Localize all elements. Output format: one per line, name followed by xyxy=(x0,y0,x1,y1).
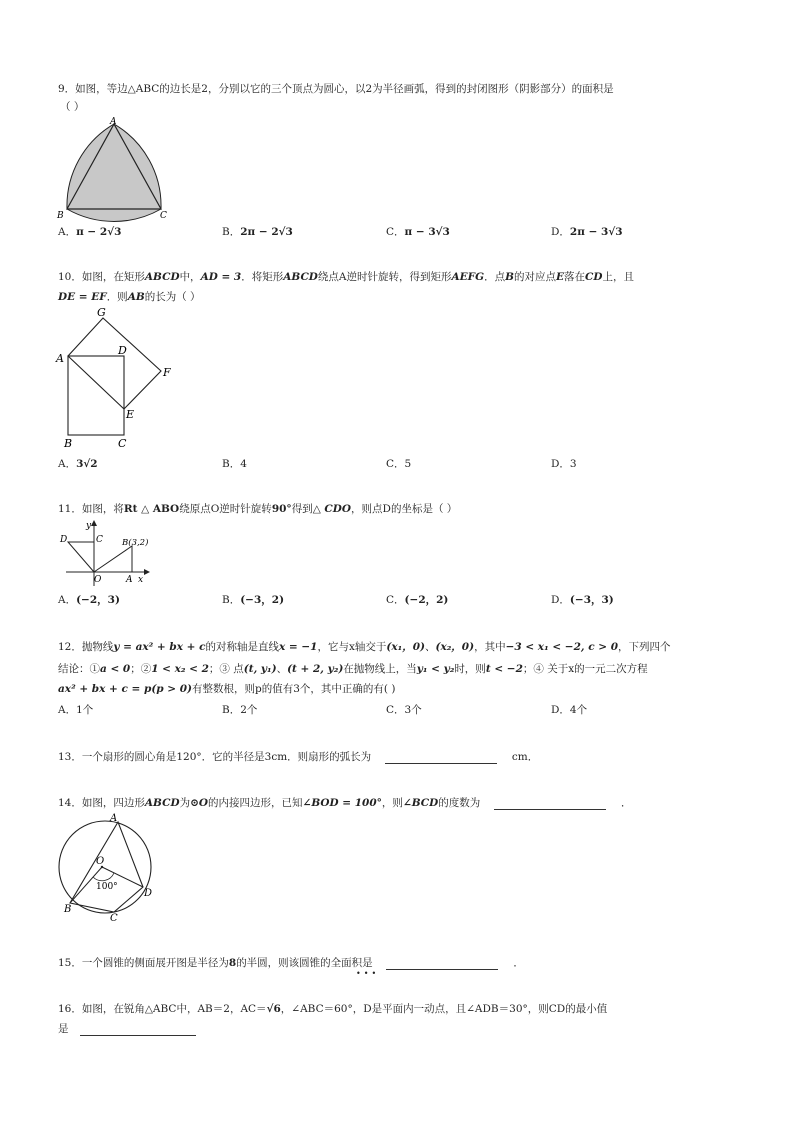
q12-option-c xyxy=(386,702,422,717)
q10-math: AB xyxy=(127,291,145,303)
q12-math: x = −1 xyxy=(278,641,318,653)
q10-math: B xyxy=(505,271,514,283)
q11-figure xyxy=(56,516,156,588)
q12-text: 的对称轴是直线 xyxy=(205,641,279,653)
q14-label-c: C xyxy=(110,913,118,922)
q12-text: 、 xyxy=(276,663,288,675)
q11-option-d xyxy=(551,592,614,607)
q14-math: ⊙O xyxy=(190,797,209,809)
q10-text: ．点 xyxy=(484,271,506,283)
q16-text: 16．如图，在锐角△ABC中，AB＝2，AC＝ xyxy=(58,1003,267,1015)
q11-triangle-cdo xyxy=(68,542,94,572)
q14-answer-blank[interactable] xyxy=(494,797,606,810)
q12-math: (t + 2, y₂) xyxy=(287,663,344,675)
q12-option-b xyxy=(222,702,257,717)
q11-option-a-value: (−2，3) xyxy=(76,594,120,606)
q9-reuleaux-shape xyxy=(67,124,161,221)
q14-quadrilateral-abcd xyxy=(70,822,143,912)
q10-label-g: G xyxy=(97,306,106,319)
q12-text: ；③ 点 xyxy=(208,663,244,675)
q10-rectangle-abcd xyxy=(68,356,124,435)
q13-stem xyxy=(58,750,538,764)
q14-text: 为 xyxy=(179,797,191,809)
q12-option-b-value: 2个 xyxy=(240,704,258,716)
q9-label-a: A xyxy=(110,117,117,127)
q11-label-x: x xyxy=(138,575,144,585)
q12-stem-line2 xyxy=(58,662,648,676)
q11-option-a xyxy=(58,592,120,607)
q14-text: ． xyxy=(620,797,632,809)
q10-option-c-value: 5 xyxy=(404,458,412,470)
q14-text: 14．如图，四边形 xyxy=(58,797,145,809)
q10-figure xyxy=(52,304,182,452)
q12-math: −3 < x₁ < −2, c > 0 xyxy=(505,641,618,653)
q14-math: ∠BOD = 100° xyxy=(302,797,382,809)
q10-option-d xyxy=(551,456,577,471)
q10-option-d-letter: D． xyxy=(551,458,570,470)
q12-math: (x₂，0) xyxy=(435,641,475,653)
q15-answer-blank[interactable] xyxy=(386,957,498,970)
q14-text: ，则 xyxy=(381,797,403,809)
q10-label-a: A xyxy=(56,352,64,365)
q15-text: 15．一个圆锥的侧面展开图是半径为 xyxy=(58,957,229,969)
q12-stem-line1 xyxy=(58,640,671,654)
q10-stem-line2 xyxy=(58,290,201,304)
q11-option-b xyxy=(222,592,284,607)
q16-stem-line1 xyxy=(58,1002,607,1016)
q12-math: a < 0 xyxy=(100,663,131,675)
q10-math: DE = EF xyxy=(58,291,107,303)
q12-text: 结论：① xyxy=(58,663,100,675)
q10-text: 10．如图，在矩形 xyxy=(58,271,145,283)
q10-option-a xyxy=(58,456,98,471)
q12-text: 有整数根，则p的值有3个，其中正确的有( ) xyxy=(192,683,396,695)
q12-text: ；② xyxy=(130,663,152,675)
q12-text: ，下列四个 xyxy=(618,641,671,653)
q10-option-b xyxy=(222,456,247,471)
q9-option-b-letter: B． xyxy=(222,226,241,238)
q13-text: 13．一个扇形的圆心角是120°．它的半径是3cm．则扇形的弧长为 xyxy=(58,751,372,763)
q10-math: E xyxy=(555,271,564,283)
q12-option-a-letter: A． xyxy=(58,704,77,716)
q10-option-a-value: 3√2 xyxy=(76,458,98,470)
q10-option-b-value: 4 xyxy=(240,458,247,470)
q10-text: 的长为（ ） xyxy=(144,291,201,303)
q11-label-o: O xyxy=(94,575,102,585)
q9-option-d xyxy=(551,224,623,239)
q9-answer-paren: （ ） xyxy=(60,101,85,113)
q10-text: ．则 xyxy=(106,291,128,303)
q9-label-b: B xyxy=(57,211,64,221)
q14-figure xyxy=(52,810,162,922)
q12-math: t < −2 xyxy=(485,663,523,675)
q11-math: △ CDO xyxy=(312,503,352,515)
q10-stem-line1 xyxy=(58,270,634,284)
q11-option-d-letter: D． xyxy=(551,594,570,606)
q11-option-d-value: (−3，3) xyxy=(569,594,614,606)
q10-rectangle-aefg xyxy=(68,318,161,409)
q12-text: ，其中 xyxy=(474,641,506,653)
q16-stem-line2 xyxy=(58,1022,196,1036)
q11-option-b-letter: B． xyxy=(222,594,241,606)
q12-math: 1 < x₂ < 2 xyxy=(151,663,209,675)
q12-math: y = ax² + bx + c xyxy=(113,641,206,653)
q16-text: 是 xyxy=(58,1023,69,1035)
q11-label-b: B(3,2) xyxy=(122,538,149,548)
q11-stem xyxy=(58,502,457,516)
q15-math: 8 xyxy=(228,957,237,969)
q14-label-o: O xyxy=(96,856,105,867)
q13-answer-blank[interactable] xyxy=(385,751,497,764)
q9-figure xyxy=(52,112,182,222)
q11-option-c xyxy=(386,592,448,607)
q14-text: 的内接四边形，已知 xyxy=(208,797,303,809)
q16-text: ，∠ABC＝60°，D是平面内一动点，且∠ADB＝30°，则CD的最小值 xyxy=(280,1003,608,1015)
q10-label-c: C xyxy=(118,437,127,450)
q9-option-a-value: π − 2√3 xyxy=(76,226,122,238)
q14-label-angle: 100° xyxy=(96,882,118,892)
q11-option-c-value: (−2，2) xyxy=(404,594,449,606)
q14-math: ∠BCD xyxy=(402,797,439,809)
q12-math: y₁ < y₂ xyxy=(416,663,455,675)
q11-text: 得到 xyxy=(291,503,313,515)
q12-option-b-letter: B． xyxy=(222,704,241,716)
q11-y-arrow xyxy=(91,520,97,526)
q9-option-c xyxy=(386,224,450,239)
q10-math: ABCD xyxy=(283,271,318,283)
q9-option-c-letter: C． xyxy=(386,226,405,238)
q9-stem: 9．如图，等边△ABC的边长是2，分别以它的三个顶点为圆心，以2为半径画弧，得到的封闭图形（阴影部分）的面积是 xyxy=(58,83,614,95)
q11-x-arrow xyxy=(144,569,150,575)
q14-stem xyxy=(58,796,631,810)
q10-label-f: F xyxy=(163,366,171,379)
q11-triangle-abo xyxy=(94,546,132,572)
q14-label-b: B xyxy=(64,904,72,915)
q11-label-d: D xyxy=(60,535,68,545)
q11-math: 90° xyxy=(271,503,292,515)
q12-option-d xyxy=(551,702,587,717)
q10-label-b: B xyxy=(64,437,73,450)
q12-math: (x₁，0) xyxy=(386,641,425,653)
q12-option-a-value: 1个 xyxy=(76,704,94,716)
q10-text: 中， xyxy=(179,271,201,283)
q9-option-a xyxy=(58,224,121,239)
q14-label-d: D xyxy=(144,888,153,899)
q10-text: 落在 xyxy=(563,271,585,283)
q9-option-b-value: 2π − 2√3 xyxy=(240,226,293,238)
q10-text: 上，且 xyxy=(602,271,634,283)
q12-text: ；④ 关于x的一元二次方程 xyxy=(522,663,648,675)
q10-option-d-value: 3 xyxy=(569,458,577,470)
q14-label-a: A xyxy=(110,813,118,824)
q9-option-c-value: π − 3√3 xyxy=(404,226,450,238)
q11-text: 绕原点O逆时针旋转 xyxy=(179,503,272,515)
q11-label-a: A xyxy=(126,575,133,585)
q12-text: 时，则 xyxy=(454,663,486,675)
q10-option-c-letter: C． xyxy=(386,458,405,470)
q12-text: 在抛物线上，当 xyxy=(343,663,417,675)
q12-option-d-value: 4个 xyxy=(569,704,588,716)
q10-option-c xyxy=(386,456,411,471)
q15-stem xyxy=(58,956,524,970)
q10-text: 的对应点 xyxy=(513,271,556,283)
q9-option-d-value: 2π − 3√3 xyxy=(569,226,623,238)
q10-math: AD = 3 xyxy=(200,271,242,283)
q15-text: 的半圆，则该圆锥的全面积是 xyxy=(236,957,373,969)
q12-option-c-letter: C． xyxy=(386,704,405,716)
q12-option-c-value: 3个 xyxy=(404,704,422,716)
q10-math: AEFG xyxy=(451,271,485,283)
q11-label-c: C xyxy=(96,535,103,545)
q13-unit: cm． xyxy=(511,751,539,763)
q11-option-b-value: (−3，2) xyxy=(240,594,285,606)
q16-math: √6 xyxy=(266,1003,281,1015)
q12-stem-line3 xyxy=(58,682,395,696)
q15-text: ． xyxy=(513,957,524,969)
q16-answer-blank[interactable] xyxy=(80,1023,196,1036)
q10-label-e: E xyxy=(126,408,135,421)
q12-option-a xyxy=(58,702,93,717)
q10-option-a-letter: A． xyxy=(58,458,77,470)
q12-text: 12．抛物线 xyxy=(58,641,114,653)
q10-text: ．将矩形 xyxy=(241,271,284,283)
q11-option-a-letter: A． xyxy=(58,594,77,606)
q14-math: ABCD xyxy=(144,797,180,809)
q12-math: ax² + bx + c = p(p > 0) xyxy=(58,683,193,695)
q9-label-c: C xyxy=(160,211,167,221)
q9-option-b xyxy=(222,224,293,239)
q9-option-d-letter: D． xyxy=(551,226,570,238)
q10-math: ABCD xyxy=(144,271,180,283)
q12-text: 、 xyxy=(424,641,436,653)
q10-option-b-letter: B． xyxy=(222,458,241,470)
q12-option-d-letter: D． xyxy=(551,704,570,716)
q15-emphasis-dots: ••• xyxy=(356,969,380,978)
q11-math: Rt △ ABO xyxy=(123,503,180,515)
q12-text: ，它与x轴交于 xyxy=(317,641,387,653)
q11-label-y: y xyxy=(86,521,92,531)
q10-text: 绕点A逆时针旋转，得到矩形 xyxy=(317,271,452,283)
q12-math: (t, y₁) xyxy=(243,663,277,675)
q10-math: CD xyxy=(584,271,603,283)
q11-option-c-letter: C． xyxy=(386,594,405,606)
q10-label-d: D xyxy=(118,344,127,357)
q11-text: 11．如图，将 xyxy=(58,503,124,515)
q11-text: ，则点D的坐标是（ ） xyxy=(351,503,458,515)
q9-option-a-letter: A． xyxy=(58,226,77,238)
q14-text: 的度数为 xyxy=(438,797,481,809)
